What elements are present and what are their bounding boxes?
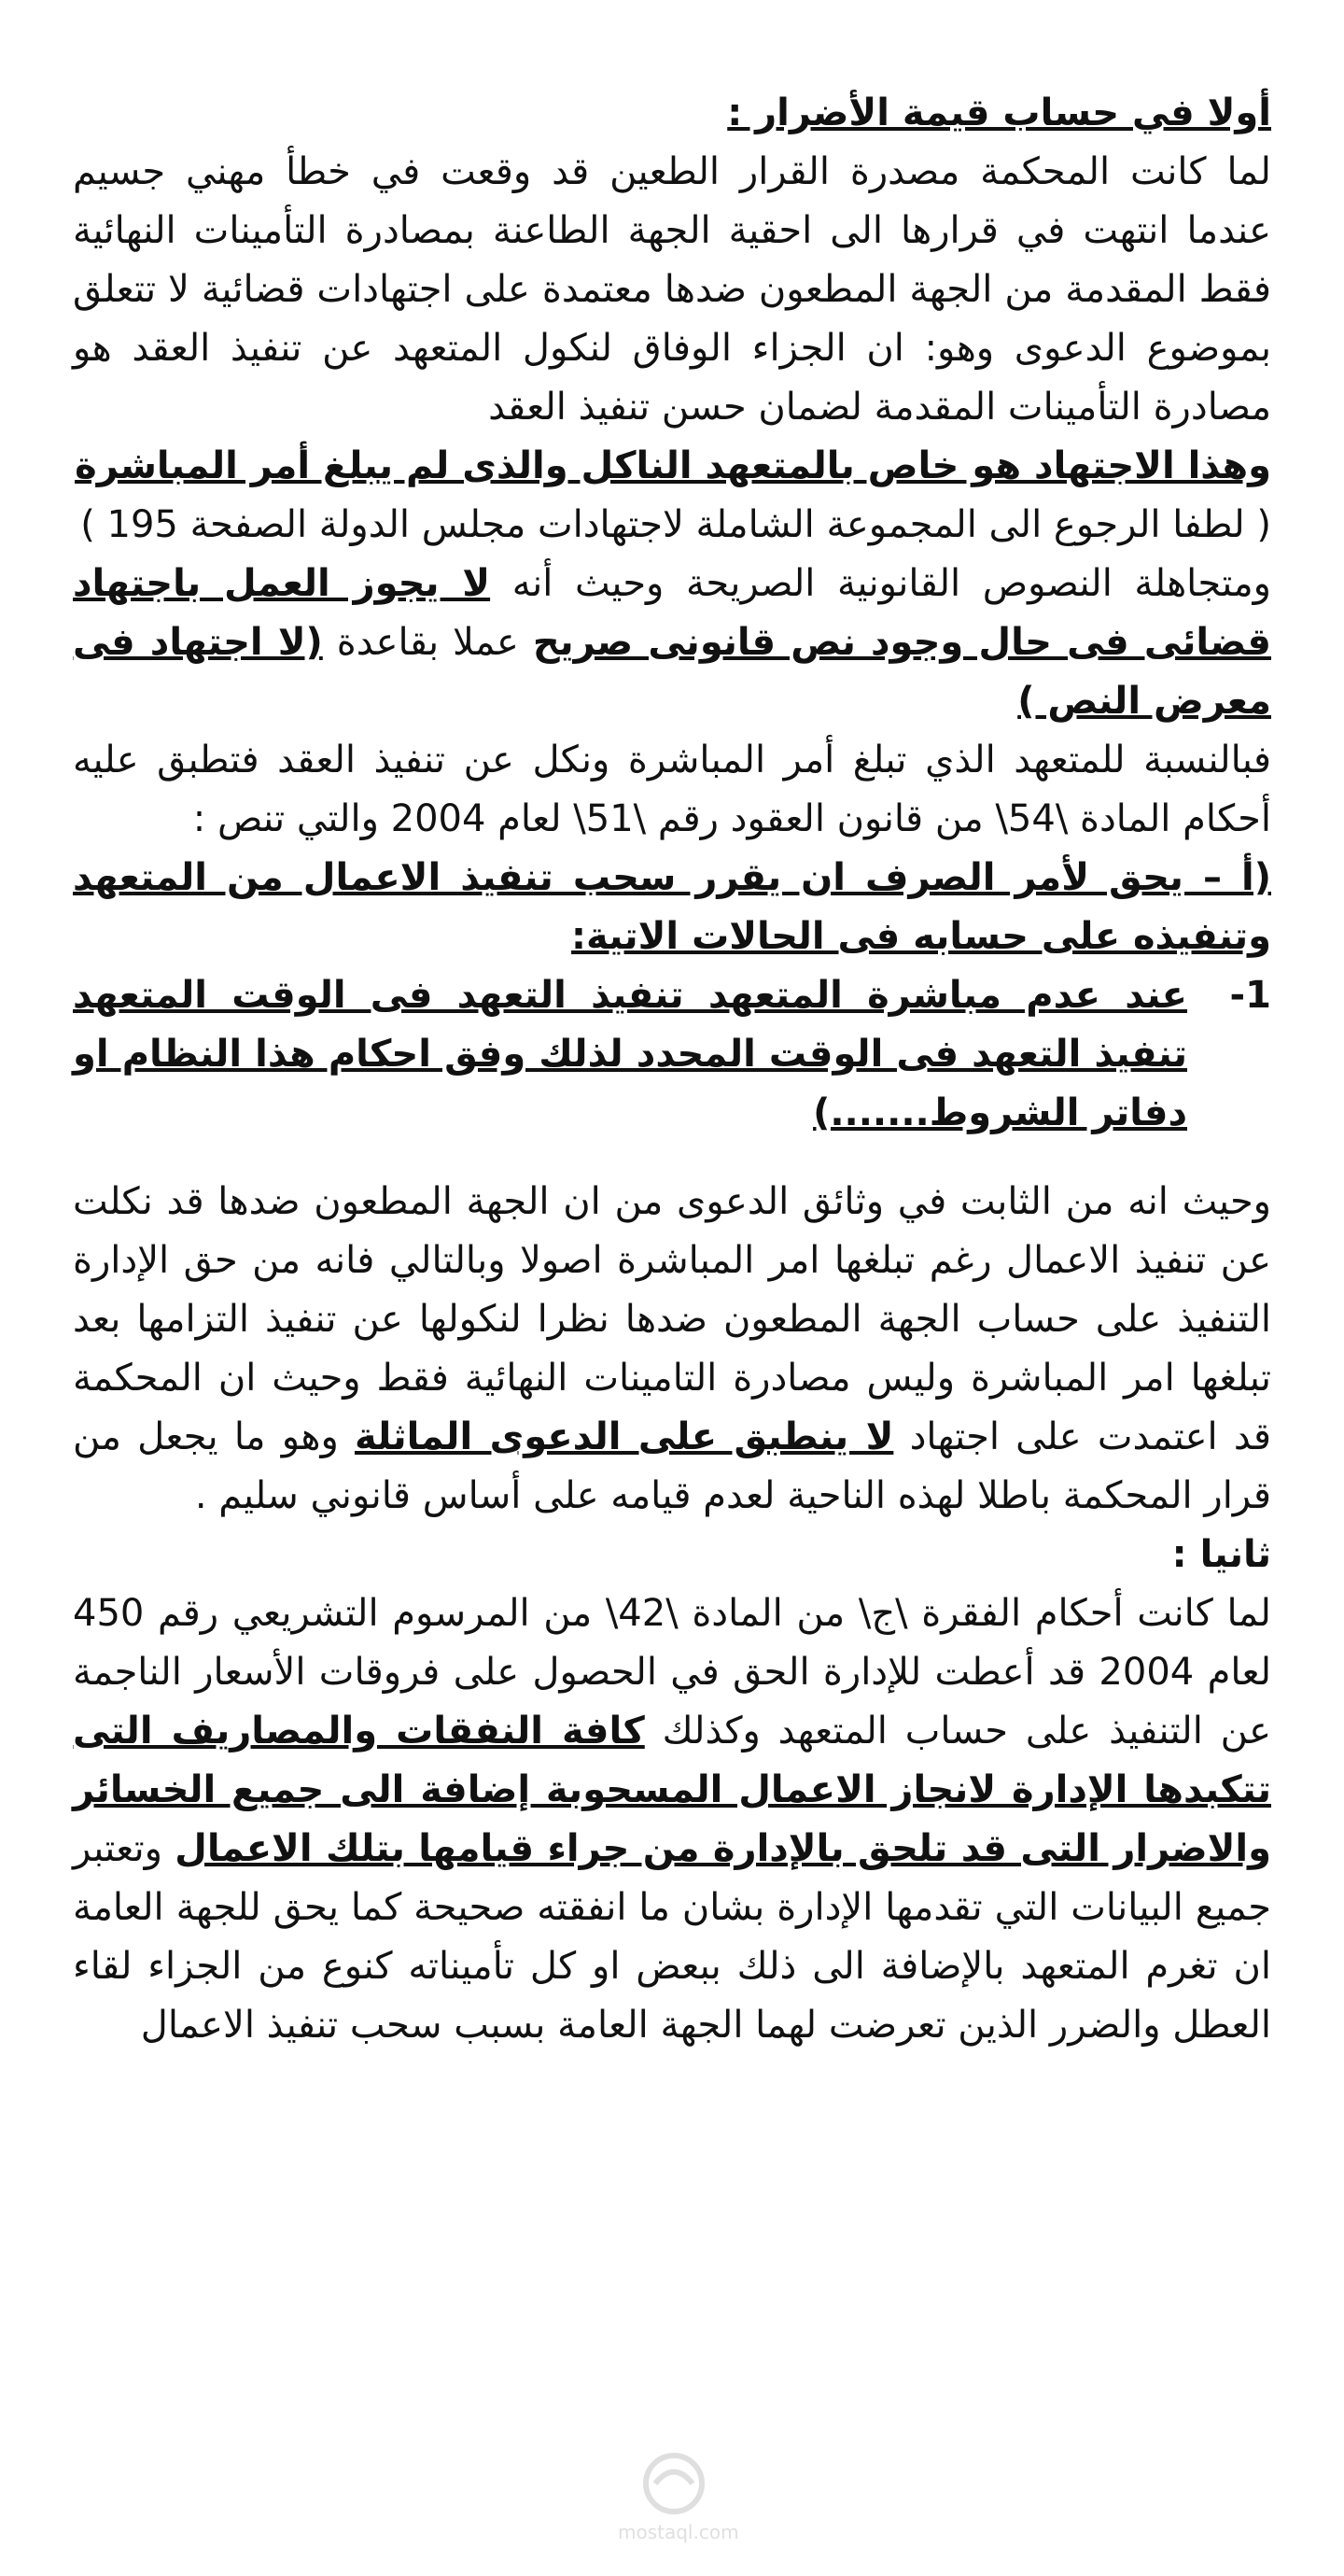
paragraph-intro: لما كانت المحكمة مصدرة القرار الطعين قد وقعت في خطأ مهني جسيم عندما انتهت في قرارها الى احقية الجهة الطاعنة بمصادرة التأمينات النهائية فقط المقدمة من الجهة المطعون ضدها معتمدة على اجتهادات قضائية لا تتعلق بموضوع الدعوى وهو: ان الجزاء الوفاق لنكول المتعهد عن تنفيذ العقد هو مصادرة التأمينات المقدمة لضمان حسن تنفيذ العقد (73, 150, 1271, 429)
paragraph-article-54: فبالنسبة للمتعهد الذي تبلغ أمر المباشرة ونكل عن تنفيذ العقد فتطبق عليه أحكام المادة \54\ من قانون العقود رقم \51\ لعام 2004 والتي تنص : (73, 739, 1271, 840)
paragraph-precedent-note: وهذا الاجتهاد هو خاص بالمتعهد الناكل والذى لم يبلغ أمر المباشرة (75, 444, 1271, 487)
list-item-number: 1- (1229, 974, 1271, 1017)
mostaql-logo-icon (618, 2446, 730, 2521)
text-segment: وحيث انه من الثابت في وثائق الدعوى من ان الجهة المطعون ضدها قد نكلت عن تنفيذ الاعمال رغم تبلغها امر المباشرة اصولا وبالتالي فانه من حق الإدارة التنفيذ على حساب الجهة المطعون ضدها نظرا لنكولها عن تنفيذ التزامها بعد تبلغها امر المباشرة وليس مصادرة التامينات النهائية فقط وحيث ان المحكمة قد اعتمدت على اجتهاد (73, 1180, 1271, 1458)
list-item-text: عند عدم مباشرة المتعهد تنفيذ التعهد فى الوقت المتعهد تنفيذ التعهد فى الوقت المحدد لذلك وفق احكام هذا النظام او دفاتر الشروط.......) (73, 974, 1187, 1134)
paragraph-quoted-article: (أ – يحق لأمر الصرف ان يقرر سحب تنفيذ الاعمال من المتعهد وتنفيذه على حسابه فى الحالات الاتية: (73, 856, 1271, 958)
emphasis-expenses: كافة النفقات والمصاريف التى تتكبدها الإدارة لانجاز الاعمال المسحوبة إضافة الى جميع الخسائر والاضرار التى قد تلحق بالإدارة من جراء قيامها بتلك الاعمال (73, 1710, 1272, 1870)
section-heading-second: ثانيا : (1171, 1533, 1271, 1576)
list-item (73, 966, 1271, 1143)
watermark (618, 2446, 739, 2549)
document-page (73, 84, 1271, 2055)
watermark-text: mostaql.com (618, 2521, 739, 2543)
text-segment: لما كانت أحكام الفقرة \ج\ من المادة \42\ من المرسوم التشريعي رقم 450 لعام 2004 قد أعطت للإدارة الحق في الحصول على فروقات الأسعار الناجمة عن التنفيذ على حساب المتعهد وكذلك (73, 1592, 1272, 1753)
spacer (73, 1143, 1271, 1173)
emphasis-no-precedent: لا يجوز العمل باجتهاد قضائى فى حال وجود نص قانونى صريح (73, 562, 1271, 664)
text-segment: وهو ما يجعل من قرار المحكمة باطلا لهذه الناحية لعدم قيامه على أساس قانوني سليم . (73, 1415, 1271, 1517)
emphasis-rule: (لا اجتهاد فى معرض النص ) (73, 621, 1271, 723)
paragraph-argument (73, 1173, 1271, 1526)
paragraph-decree (73, 1584, 1271, 2055)
paragraph-legal-texts (73, 555, 1271, 731)
paragraph-reference: ( لطفا الرجوع الى المجموعة الشاملة لاجتهادات مجلس الدولة الصفحة 195 ) (80, 503, 1271, 546)
section-heading-first: أولا في حساب قيمة الأضرار : (727, 91, 1271, 134)
text-segment: ومتجاهلة النصوص القانونية الصريحة وحيث أنه (490, 562, 1271, 605)
emphasis-not-applicable: لا ينطبق على الدعوى الماثلة (354, 1415, 894, 1458)
text-segment: وتعتبر جميع البيانات التي تقدمها الإدارة بشان ما انفقته صحيحة كما يحق للجهة العامة ان تغرم المتعهد بالإضافة الى ذلك ببعض او كل تأميناته كنوع من الجزاء لقاء العطل والضرر الذين تعرضت لهما الجهة العامة بسبب سحب تنفيذ الاعمال (73, 1827, 1271, 2047)
text-segment: عملا بقاعدة (322, 621, 533, 664)
